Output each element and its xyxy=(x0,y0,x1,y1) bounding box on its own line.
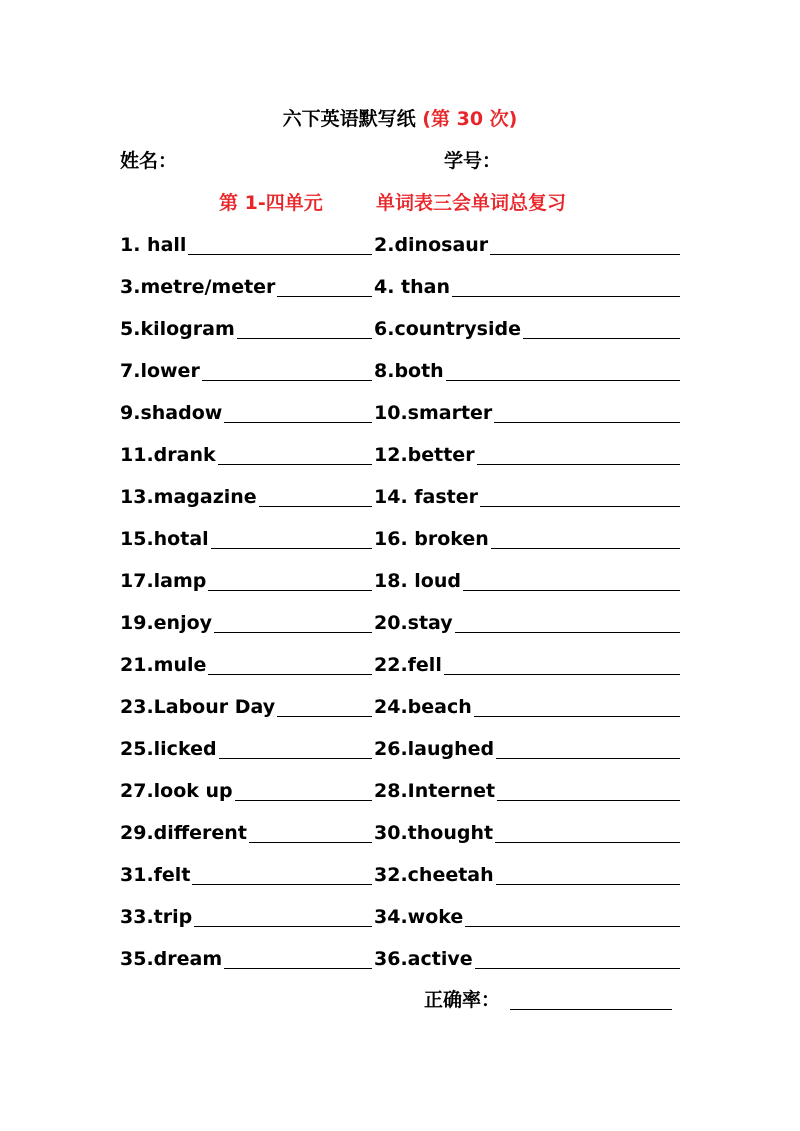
answer-line[interactable] xyxy=(494,422,680,423)
word-item-left xyxy=(120,690,372,722)
name-label: 姓名： xyxy=(120,150,178,172)
answer-line[interactable] xyxy=(277,296,372,297)
word-list xyxy=(120,228,682,984)
answer-line[interactable] xyxy=(214,632,372,633)
answer-line[interactable] xyxy=(235,800,372,801)
answer-line[interactable] xyxy=(188,254,372,255)
word-label: 10.smarter xyxy=(374,402,493,424)
word-row xyxy=(120,480,682,522)
word-label: 13.magazine xyxy=(120,486,257,508)
word-label: 30.thought xyxy=(374,822,494,844)
word-item-right xyxy=(374,396,680,428)
word-item-left xyxy=(120,900,372,932)
accuracy-label: 正确率： xyxy=(424,989,501,1011)
answer-line[interactable] xyxy=(452,296,680,297)
word-label: 5.kilogram xyxy=(120,318,235,340)
answer-line[interactable] xyxy=(465,926,680,927)
word-label: 27.look up xyxy=(120,780,233,802)
word-item-right xyxy=(374,690,680,722)
word-item-left xyxy=(120,270,372,302)
word-label: 18. loud xyxy=(374,570,461,592)
word-item-right xyxy=(374,732,680,764)
word-item-left xyxy=(120,438,372,470)
word-label: 17.lamp xyxy=(120,570,207,592)
answer-line[interactable] xyxy=(446,380,680,381)
word-row xyxy=(120,438,682,480)
word-label: 2.dinosaur xyxy=(374,234,489,256)
word-label: 22.fell xyxy=(374,654,442,676)
word-row xyxy=(120,396,682,438)
word-item-right xyxy=(374,858,680,890)
word-item-right xyxy=(374,522,680,554)
word-row xyxy=(120,774,682,816)
answer-line[interactable] xyxy=(497,800,680,801)
word-row xyxy=(120,816,682,858)
answer-line[interactable] xyxy=(496,758,680,759)
word-item-left xyxy=(120,228,372,260)
answer-line[interactable] xyxy=(523,338,680,339)
word-item-right xyxy=(374,774,680,806)
word-label: 19.enjoy xyxy=(120,612,213,634)
word-item-left xyxy=(120,816,372,848)
word-item-left xyxy=(120,942,372,974)
word-row xyxy=(120,858,682,900)
word-item-right xyxy=(374,564,680,596)
accuracy-answer-line[interactable] xyxy=(510,1009,672,1010)
answer-line[interactable] xyxy=(455,632,680,633)
word-item-left xyxy=(120,396,372,428)
word-label: 8.both xyxy=(374,360,444,382)
word-label: 7.lower xyxy=(120,360,200,382)
word-label: 6.countryside xyxy=(374,318,521,340)
page-title xyxy=(0,104,800,131)
word-label: 35.dream xyxy=(120,948,223,970)
word-item-right xyxy=(374,354,680,386)
answer-line[interactable] xyxy=(491,548,680,549)
word-item-right xyxy=(374,228,680,260)
word-label: 11.drank xyxy=(120,444,216,466)
word-row xyxy=(120,606,682,648)
student-id-label: 学号： xyxy=(444,150,502,172)
word-item-right xyxy=(374,900,680,932)
word-row xyxy=(120,732,682,774)
accuracy-row xyxy=(424,984,672,1014)
answer-line[interactable] xyxy=(477,464,680,465)
answer-line[interactable] xyxy=(219,758,372,759)
answer-line[interactable] xyxy=(475,968,680,969)
answer-line[interactable] xyxy=(208,590,372,591)
word-item-right xyxy=(374,816,680,848)
word-item-right xyxy=(374,942,680,974)
title-main: 六下英语默写纸 xyxy=(282,108,416,130)
word-item-left xyxy=(120,354,372,386)
word-item-left xyxy=(120,858,372,890)
word-row xyxy=(120,648,682,690)
unit-range: 第 1-四单元 xyxy=(219,192,323,214)
word-item-right xyxy=(374,312,680,344)
word-item-right xyxy=(374,606,680,638)
word-label: 9.shadow xyxy=(120,402,223,424)
answer-line[interactable] xyxy=(192,884,372,885)
answer-line[interactable] xyxy=(237,338,372,339)
answer-line[interactable] xyxy=(224,968,372,969)
word-item-left xyxy=(120,480,372,512)
word-label: 29.different xyxy=(120,822,247,844)
student-info-row xyxy=(120,146,680,174)
word-label: 1. hall xyxy=(120,234,187,256)
unit-description: 单词表三会单词总复习 xyxy=(376,192,567,214)
word-label: 28.Internet xyxy=(374,780,496,802)
word-item-right xyxy=(374,648,680,680)
title-session: (第 30 次) xyxy=(422,108,518,130)
word-label: 32.cheetah xyxy=(374,864,494,886)
word-item-left xyxy=(120,312,372,344)
answer-line[interactable] xyxy=(202,380,372,381)
word-label: 12.better xyxy=(374,444,475,466)
word-row xyxy=(120,522,682,564)
word-row xyxy=(120,270,682,312)
word-item-right xyxy=(374,270,680,302)
answer-line[interactable] xyxy=(463,590,680,591)
word-item-left xyxy=(120,606,372,638)
word-label: 20.stay xyxy=(374,612,453,634)
word-label: 34.woke xyxy=(374,906,464,928)
answer-line[interactable] xyxy=(480,506,680,507)
answer-line[interactable] xyxy=(218,464,372,465)
word-label: 15.hotal xyxy=(120,528,209,550)
word-label: 16. broken xyxy=(374,528,489,550)
answer-line[interactable] xyxy=(211,548,372,549)
word-label: 3.metre/meter xyxy=(120,276,276,298)
word-row xyxy=(120,228,682,270)
answer-line[interactable] xyxy=(208,674,372,675)
word-item-left xyxy=(120,732,372,764)
word-label: 26.laughed xyxy=(374,738,495,760)
word-row xyxy=(120,690,682,732)
word-item-left xyxy=(120,564,372,596)
word-item-left xyxy=(120,774,372,806)
word-row xyxy=(120,354,682,396)
answer-line[interactable] xyxy=(224,422,372,423)
answer-line[interactable] xyxy=(277,716,372,717)
word-label: 31.felt xyxy=(120,864,191,886)
answer-line[interactable] xyxy=(259,506,372,507)
word-row xyxy=(120,564,682,606)
answer-line[interactable] xyxy=(249,842,372,843)
answer-line[interactable] xyxy=(495,842,680,843)
answer-line[interactable] xyxy=(444,674,680,675)
word-label: 21.mule xyxy=(120,654,207,676)
answer-line[interactable] xyxy=(490,254,680,255)
word-label: 23.Labour Day xyxy=(120,696,276,718)
answer-line[interactable] xyxy=(496,884,680,885)
word-item-left xyxy=(120,648,372,680)
word-row xyxy=(120,900,682,942)
answer-line[interactable] xyxy=(194,926,372,927)
word-row xyxy=(120,942,682,984)
word-label: 4. than xyxy=(374,276,451,298)
word-label: 33.trip xyxy=(120,906,193,928)
word-label: 24.beach xyxy=(374,696,472,718)
word-label: 25.licked xyxy=(120,738,217,760)
word-item-right xyxy=(374,480,680,512)
answer-line[interactable] xyxy=(474,716,680,717)
word-label: 14. faster xyxy=(374,486,479,508)
word-item-right xyxy=(374,438,680,470)
word-row xyxy=(120,312,682,354)
word-item-left xyxy=(120,522,372,554)
word-label: 36.active xyxy=(374,948,473,970)
